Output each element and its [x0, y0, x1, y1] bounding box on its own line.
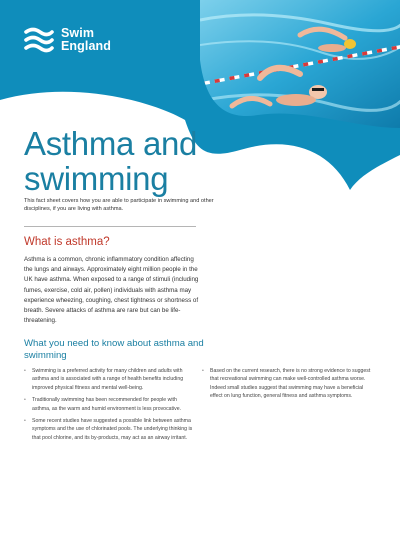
list-item — [24, 417, 196, 442]
list-item-text: Based on the current research, there is no strong evidence to suggest that recreational swimming can make well-controlled asthma worse. Indeed small studies suggest that swimming may have a beneficial effect on lung function, general fitness and asthma symptoms. — [210, 368, 371, 400]
bullet-icon: • — [24, 397, 26, 404]
intro-text: This fact sheet covers how you are able to participate in swimming and other disciplines, if you are living with asthma. — [24, 198, 214, 212]
brand-line1: Swim — [61, 26, 95, 40]
brand-line2: England — [61, 39, 112, 53]
section-divider — [24, 226, 196, 227]
bullet-icon: • — [202, 368, 204, 374]
bullet-icon: • — [24, 368, 26, 374]
need-to-know-heading: What you need to know about asthma and swimming — [24, 338, 204, 361]
list-item — [24, 367, 196, 392]
bullet-icon: • — [24, 418, 26, 425]
what-is-asthma-body: Asthma is a common, chronic inflammatory condition affecting the lungs and airways. Approximately eight million people in the UK have asthma. When exposed to a range of stimuli (including fumes, exercise, cold air, pollen) individuals with asthma may experience wheezing, coughing, chest tightness or shortness of breath. Severe attacks of asthma are rare but can be life-threatening. — [24, 256, 199, 325]
swim-england-logo — [24, 26, 111, 54]
list-item-text: Some recent studies have suggested a possible link between asthma symptoms and the use of chlorinated pools. The underlying thinking is that pool chlorine, and its by-products, may act as an airway irritant. — [32, 418, 193, 441]
need-to-know-list-right — [202, 367, 374, 405]
title-line1: Asthma and — [24, 125, 198, 162]
page-title — [24, 126, 197, 196]
list-item — [24, 396, 196, 413]
list-item — [202, 367, 374, 401]
need-to-know-list-left — [24, 367, 196, 446]
waves-logo-icon — [24, 26, 54, 54]
brand-name — [61, 27, 111, 53]
list-item-text: Swimming is a preferred activity for many children and adults with asthma and is associated with a range of health benefits including improved physical fitness and mental well-being. — [32, 368, 184, 391]
title-line2: swimming — [24, 160, 169, 197]
list-item-text: Traditionally swimming has been recommended for people with asthma, as the warm and humid environment is less provocative. — [32, 397, 182, 412]
what-is-asthma-heading: What is asthma? — [24, 236, 110, 248]
